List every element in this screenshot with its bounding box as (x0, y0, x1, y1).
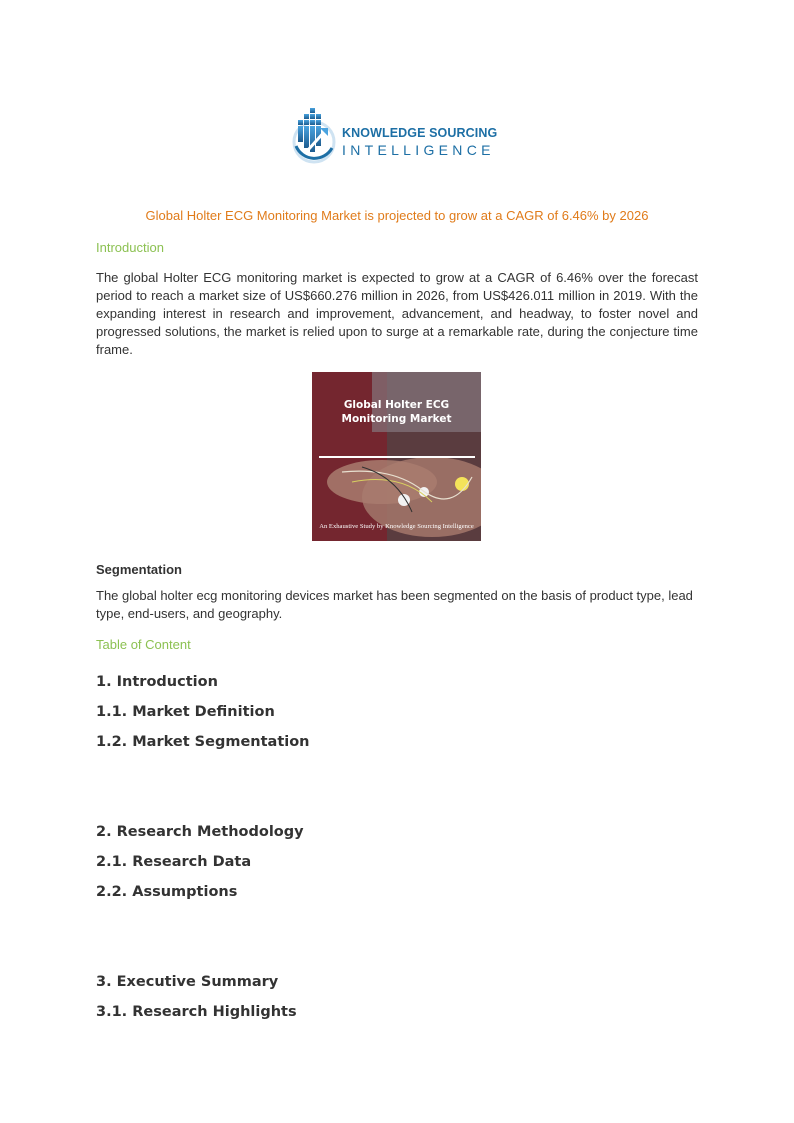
company-logo (290, 106, 510, 166)
cover-title: Global Holter ECG Monitoring Market (341, 399, 452, 425)
introduction-body: The global Holter ECG monitoring market is expected to grow at a CAGR of 6.46% over the forecast period to reach a market size of US$660.276 million in 2026, from US$426.011 million in 2019. With the expanding interest in research and improvement, advancement, and headway, to foster novel and progressed solutions, the market is relied upon to surge at a remarkable rate, during the conjecture time frame. (96, 270, 698, 357)
logo-mark-icon (290, 106, 338, 166)
toc-item: 2. Research Methodology (96, 824, 304, 840)
segmentation-body: The global holter ecg monitoring devices market has been segmented on the basis of product type, lead type, end-users, and geography. (96, 588, 693, 621)
segmentation-heading: Segmentation (96, 562, 182, 577)
toc-item: 3.1. Research Highlights (96, 1004, 297, 1020)
toc-item: 3. Executive Summary (96, 974, 279, 990)
toc-label: Table of Content (96, 637, 191, 652)
logo-text-secondary: INTELLIGENCE (342, 142, 495, 158)
toc-item: 1. Introduction (96, 674, 218, 690)
report-cover-image (312, 372, 481, 541)
cover-footer-text: An Exhaustive Study by Knowledge Sourcing Intelligence (319, 523, 474, 530)
toc-item: 1.2. Market Segmentation (96, 734, 310, 750)
toc-item: 2.1. Research Data (96, 854, 252, 870)
cover-divider (319, 456, 475, 458)
toc-item: 2.2. Assumptions (96, 884, 238, 900)
toc-item: 1.1. Market Definition (96, 704, 275, 720)
document-headline: Global Holter ECG Monitoring Market is projected to grow at a CAGR of 6.46% by 2026 (145, 208, 649, 223)
logo-text-primary: KNOWLEDGE SOURCING (342, 126, 498, 140)
introduction-label: Introduction (96, 240, 164, 255)
